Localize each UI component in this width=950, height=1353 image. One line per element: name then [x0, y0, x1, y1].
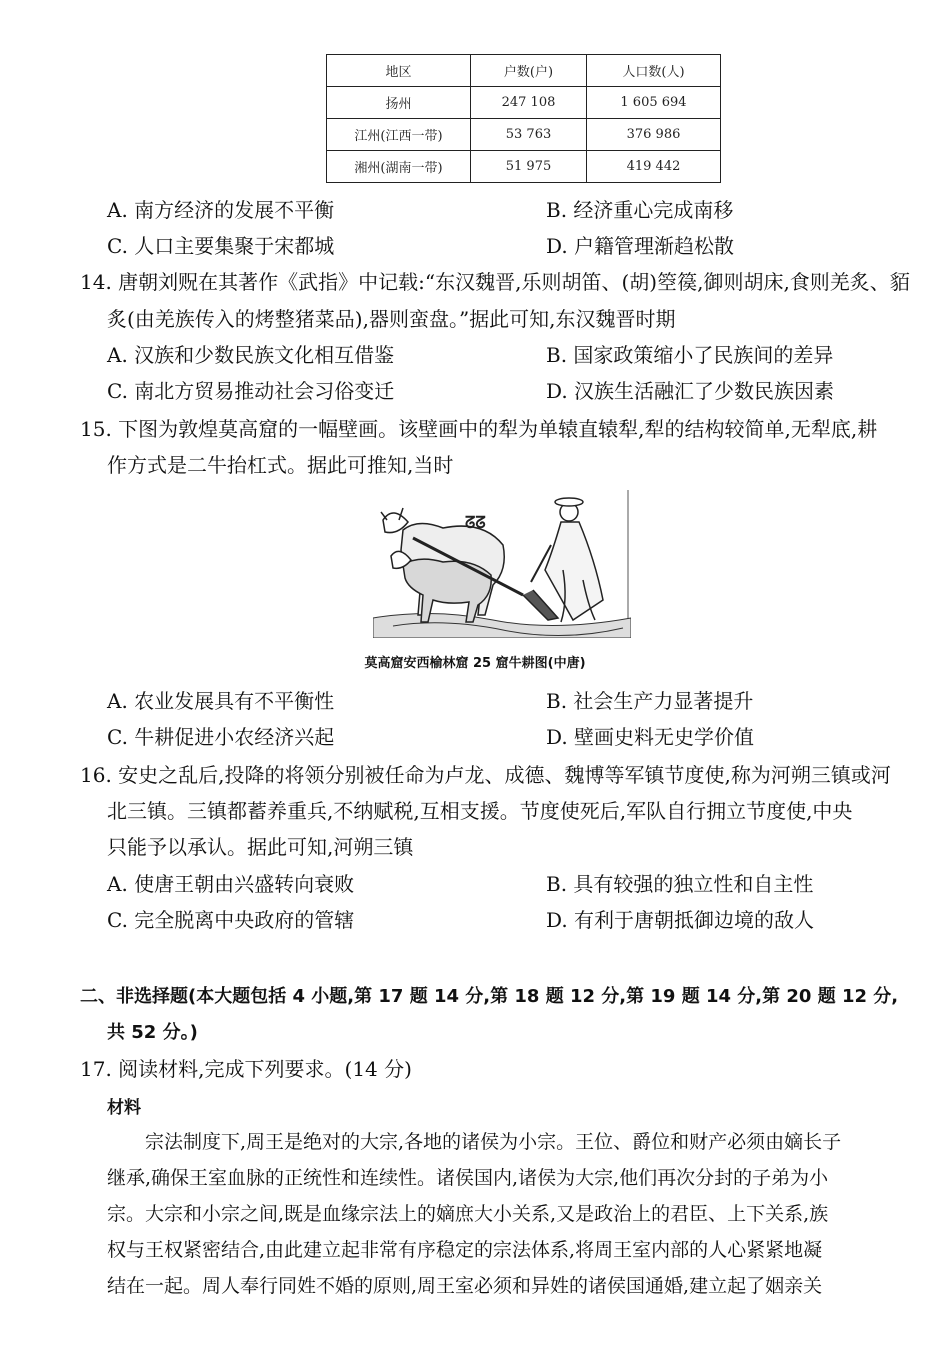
section-2-heading-line2: 共 52 分。) — [107, 1022, 198, 1043]
table-cell: 1 605 694 — [587, 87, 721, 119]
table-cell: 湘州(湖南一带) — [327, 151, 471, 183]
table-cell: 江州(江西一带) — [327, 119, 471, 151]
table-header: 户数(户) — [471, 55, 587, 87]
q13-option-b: B. 经济重心完成南移 — [546, 198, 734, 222]
table-header: 地区 — [327, 55, 471, 87]
material-line: 宗法制度下,周王是绝对的大宗,各地的诸侯为小宗。王位、爵位和财产必须由嫡长子 — [145, 1131, 842, 1153]
table-row — [327, 119, 721, 151]
q14-stem-line2: 炙(由羌族传入的烤整猪菜品),器则蛮盘。”据此可知,东汉魏晋时期 — [107, 307, 676, 331]
ox-plowing-mural-image — [373, 490, 631, 638]
q13-option-d: D. 户籍管理渐趋松散 — [546, 234, 735, 258]
mural-caption: 莫高窟安西榆林窟 25 窟牛耕图(中唐) — [364, 656, 586, 671]
q16-option-b: B. 具有较强的独立性和自主性 — [546, 872, 814, 896]
table-cell: 376 986 — [587, 119, 721, 151]
table-header: 人口数(人) — [587, 55, 721, 87]
q14-option-b: B. 国家政策缩小了民族间的差异 — [546, 343, 834, 367]
q16-option-c: C. 完全脱离中央政府的管辖 — [107, 908, 355, 932]
q16-option-d: D. 有利于唐朝抵御边境的敌人 — [546, 908, 815, 932]
material-label: 材料 — [107, 1098, 141, 1118]
q16-stem-line3: 只能予以承认。据此可知,河朔三镇 — [107, 835, 414, 859]
table-cell: 51 975 — [471, 151, 587, 183]
material-line: 宗。大宗和小宗之间,既是血缘宗法上的嫡庶大小关系,又是政治上的君臣、上下关系,族 — [107, 1203, 829, 1225]
q15-option-c: C. 牛耕促进小农经济兴起 — [107, 725, 335, 749]
q13-option-c: C. 人口主要集聚于宋都城 — [107, 234, 335, 258]
q16-stem-line1: 16. 安史之乱后,投降的将领分别被任命为卢龙、成德、魏博等军镇节度使,称为河朔三镇或河 — [80, 763, 891, 787]
material-line: 继承,确保王室血脉的正统性和连续性。诸侯国内,诸侯为大宗,他们再次分封的子弟为小 — [107, 1167, 829, 1189]
svg-text:ᘔᘔ: ᘔᘔ — [465, 513, 486, 532]
table-row — [327, 87, 721, 119]
q14-option-c: C. 南北方贸易推动社会习俗变迁 — [107, 379, 395, 403]
q14-stem-line1: 14. 唐朝刘贶在其著作《武指》中记载:“东汉魏晋,乐则胡笛、(胡)箜篌,御则胡床,食则羌炙、貊 — [80, 270, 910, 294]
table-row — [327, 151, 721, 183]
table-cell: 扬州 — [327, 87, 471, 119]
table-cell: 247 108 — [471, 87, 587, 119]
q15-stem-line1: 15. 下图为敦煌莫高窟的一幅壁画。该壁画中的犁为单辕直辕犁,犁的结构较简单,无犁底,耕 — [80, 417, 878, 441]
q14-option-d: D. 汉族生活融汇了少数民族因素 — [546, 379, 835, 403]
material-line: 结在一起。周人奉行同姓不婚的原则,周王室必须和异姓的诸侯国通婚,建立起了姻亲关 — [107, 1275, 823, 1297]
q14-option-a: A. 汉族和少数民族文化相互借鉴 — [107, 343, 395, 367]
q15-option-d: D. 壁画史料无史学价值 — [546, 725, 755, 749]
table-cell: 419 442 — [587, 151, 721, 183]
q15-option-b: B. 社会生产力显著提升 — [546, 689, 754, 713]
q16-stem-line2: 北三镇。三镇都蓄养重兵,不纳赋税,互相支援。节度使死后,军队自行拥立节度使,中央 — [107, 799, 853, 823]
q15-stem-line2: 作方式是二牛抬杠式。据此可推知,当时 — [107, 453, 454, 477]
section-2-heading-line1: 二、非选择题(本大题包括 4 小题,第 17 题 14 分,第 18 题 12 分,第 19 题 14 分,第 20 题 12 分, — [80, 986, 899, 1007]
table-cell: 53 763 — [471, 119, 587, 151]
q13-option-a: A. 南方经济的发展不平衡 — [107, 198, 335, 222]
population-table — [326, 54, 721, 183]
table-header-row — [327, 55, 721, 87]
q17-stem: 17. 阅读材料,完成下列要求。(14 分) — [80, 1057, 412, 1081]
q16-option-a: A. 使唐王朝由兴盛转向衰败 — [107, 872, 355, 896]
q15-option-a: A. 农业发展具有不平衡性 — [107, 689, 335, 713]
material-line: 权与王权紧密结合,由此建立起非常有序稳定的宗法体系,将周王室内部的人心紧紧地凝 — [107, 1239, 823, 1261]
